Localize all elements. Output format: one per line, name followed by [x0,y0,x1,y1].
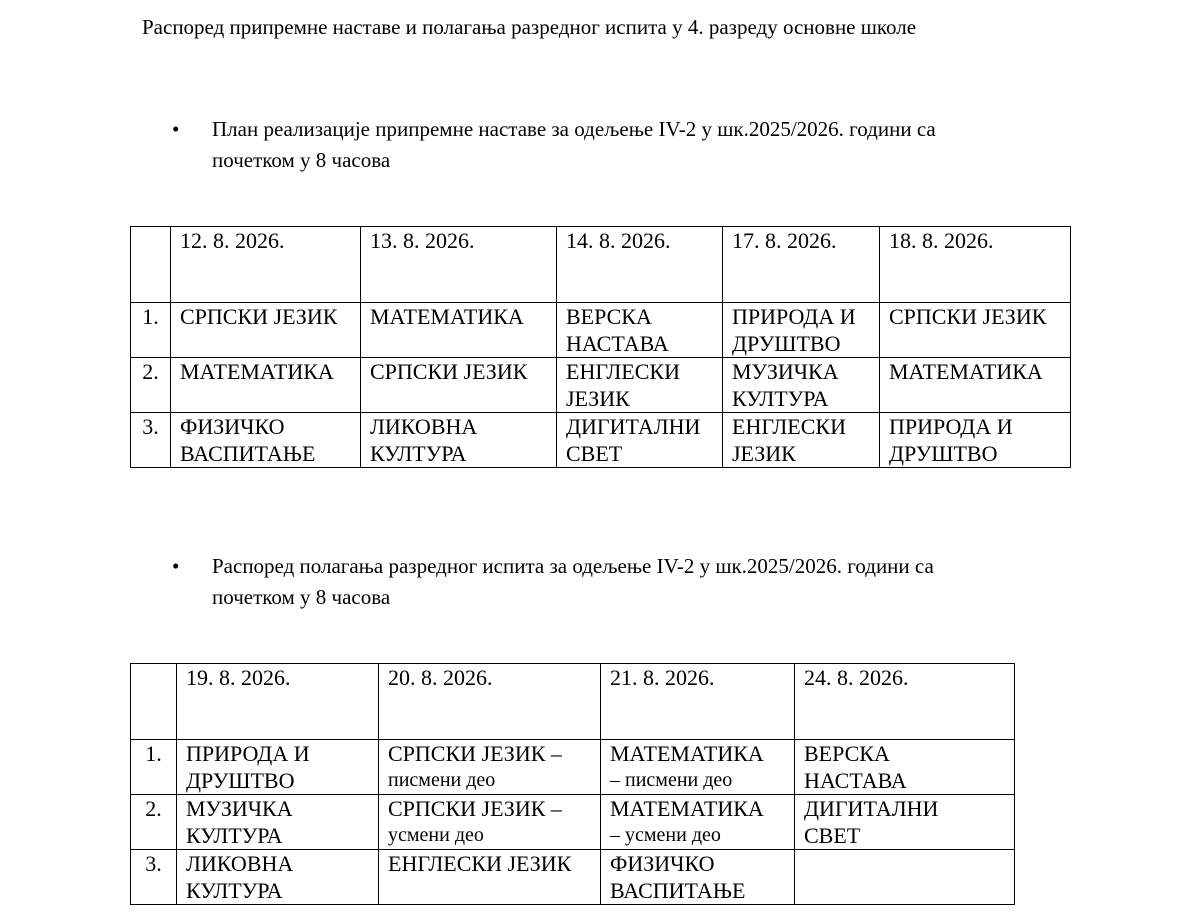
row-number: 2. [131,358,171,413]
date-header: 17. 8. 2026. [723,227,880,303]
table-row [131,358,1071,413]
table-row [131,795,1015,850]
section1-heading-line: План реализације припремне наставе за одељење IV-2 у шк.2025/2026. години са [212,117,936,141]
subject-cell: ЛИКОВНА КУЛТУРА [177,850,379,905]
subject-cell: СРПСКИ ЈЕЗИК – писмени део [379,740,601,795]
subject-cell: МАТЕМАТИКА [171,358,361,413]
subject-cell: ЛИКОВНА КУЛТУРА [361,413,557,468]
subject-cell: СРПСКИ ЈЕЗИК [361,358,557,413]
table-row [131,740,1015,795]
table-row [131,850,1015,905]
subject-cell: ДИГИТАЛНИ СВЕТ [795,795,1015,850]
date-header: 20. 8. 2026. [379,664,601,740]
subject-cell: ДИГИТАЛНИ СВЕТ [557,413,723,468]
subject-cell: ЕНГЛЕСКИ ЈЕЗИК [557,358,723,413]
section1-heading-line: почетком у 8 часова [212,148,391,172]
table-header-row [131,227,1071,303]
section2-heading [172,551,1112,613]
date-header: 21. 8. 2026. [601,664,795,740]
section2-heading-line: почетком у 8 часова [212,585,391,609]
subject-cell: МАТЕМАТИКА [880,358,1071,413]
section2-heading-line: Распоред полагања разредног испита за одељење IV-2 у шк.2025/2026. години са [212,554,934,578]
table-row [131,413,1071,468]
preparatory-schedule-table [130,226,1071,468]
table-header-row [131,664,1015,740]
bullet-icon: • [172,554,180,578]
row-number: 1. [131,303,171,358]
subject-cell: МАТЕМАТИКА – писмени део [601,740,795,795]
row-number: 1. [131,740,177,795]
subject-cell: ПРИРОДА И ДРУШТВО [723,303,880,358]
subject-cell: МУЗИЧКА КУЛТУРА [723,358,880,413]
subject-cell: СРПСКИ ЈЕЗИК – усмени део [379,795,601,850]
subject-cell: ВЕРСКА НАСТАВА [557,303,723,358]
date-header: 18. 8. 2026. [880,227,1071,303]
corner-cell [131,227,171,303]
subject-cell: СРПСКИ ЈЕЗИК [171,303,361,358]
subject-cell: ПРИРОДА И ДРУШТВО [880,413,1071,468]
bullet-icon: • [172,117,180,141]
table-row [131,303,1071,358]
subject-cell [795,850,1015,905]
subject-cell: СРПСКИ ЈЕЗИК [880,303,1071,358]
subject-cell: ВЕРСКА НАСТАВА [795,740,1015,795]
subject-cell: МАТЕМАТИКА – усмени део [601,795,795,850]
date-header: 24. 8. 2026. [795,664,1015,740]
subject-cell: ФИЗИЧКО ВАСПИТАЊЕ [171,413,361,468]
subject-cell: МУЗИЧКА КУЛТУРА [177,795,379,850]
date-header: 13. 8. 2026. [361,227,557,303]
date-header: 19. 8. 2026. [177,664,379,740]
subject-cell: ЕНГЛЕСКИ ЈЕЗИК [379,850,601,905]
date-header: 14. 8. 2026. [557,227,723,303]
row-number: 2. [131,795,177,850]
date-header: 12. 8. 2026. [171,227,361,303]
document-title: Распоред припремне наставе и полагања разредног испита у 4. разреду основне школе [142,15,917,39]
section1-heading [172,114,1112,176]
subject-cell: ПРИРОДА И ДРУШТВО [177,740,379,795]
subject-cell: ФИЗИЧКО ВАСПИТАЊЕ [601,850,795,905]
row-number: 3. [131,850,177,905]
subject-cell: ЕНГЛЕСКИ ЈЕЗИК [723,413,880,468]
row-number: 3. [131,413,171,468]
exam-schedule-table [130,663,1015,905]
corner-cell [131,664,177,740]
subject-cell: МАТЕМАТИКА [361,303,557,358]
